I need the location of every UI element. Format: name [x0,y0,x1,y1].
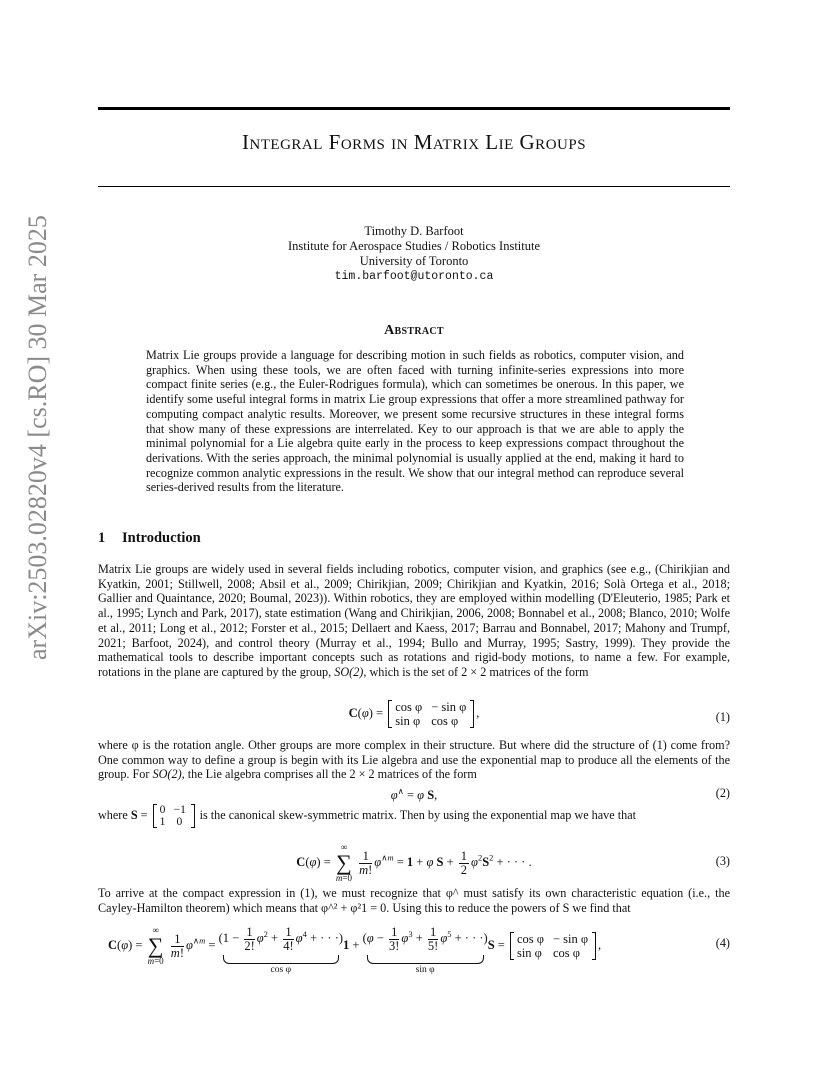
equation-1: C(φ) = cos φ − sin φ sin φ cos φ , [348,700,480,728]
equation-4: C(φ) = ∞ ∑ m=0 $\frac{1}{m!}$ $\varphi^{\wedge m} = (1$ − $\frac{1}{2!}$ $\varphi^2$ + $\frac{1}{4!}$ $\varphi^4$ + · · ·) cos φ 1 + (φ − $\frac{1}{3!}$ $\varphi^3$ + $\frac{1}{5!}$ $\varphi^5$ + · · ·) sin φ S = cos φ − sin φ sin φ cos φ , [108,925,602,975]
equation-number-2: (2) [715,786,730,800]
equation-number-1: (1) [715,710,730,724]
equation-number-4: (4) [715,936,730,950]
section-number: 1 [98,530,106,546]
skew-matrix: 0 −1 1 0 [153,804,195,828]
section-title: Introduction [122,530,201,546]
author-affiliation: Institute for Aerospace Studies / Robotics Institute [287,239,541,253]
abstract-heading: Abstract [384,323,444,338]
equation-3: C(φ) = ∞ ∑ m=0 $\frac{1}{m!}$ $\varphi^{\wedge m} = 1 + \varphi$ S + $\frac{1}{2}$ $\varphi^2S^2$ + · · · . [296,842,532,883]
skew-matrix-sentence: where S = 0 −1 1 0 is the canonical skew-symmetric matrix. Then by using the exponential map we have that [98,804,636,828]
title-rule-top [98,107,730,110]
abstract-text: Matrix Lie groups provide a language for describing motion in such fields as robotics, computer vision, and graphics. When using these tools, we are often faced with turning infinite-series expressions into more compact finite series (e.g., the Euler-Rodrigues formula), which can sometimes be onerous. In this paper, we identify some useful integral forms in matrix Lie group expressions that offer a more streamlined pathway for computing compact analytic results. Moreover, we present some recursive structures in these integral forms that show many of these expressions are interrelated. Key to our approach is that we are able to apply the minimal polynomial for a Lie algebra quite early in the process to keep expressions compact throughout the derivations. With the series approach, the minimal polynomial is usually applied at the end, making it hard to recognize common analytic expressions in the result. We show that our integral method can reproduce several series-derived results from the literature. [146,348,684,495]
group-name: SO(2) [152,767,182,782]
group-name: SO(2) [334,664,364,679]
intro-paragraph-2: where φ is the rotation angle. Other groups are more complex in their structure. But where did the structure of (1) come from? One common way to define a group is begin with its Lie algebra and use the exponential map to produce all the elements of the group. For SO(2), the Lie algebra comprises all the 2 × 2 matrices of the form [98,738,730,782]
rotation-matrix-result: cos φ − sin φ sin φ cos φ [510,932,596,960]
paragraph-text-end: , which is the set of 2 × 2 matrices of the form [363,664,589,679]
section-heading [98,530,201,547]
title-rule-bottom [98,186,730,187]
paragraph-text: Matrix Lie groups are widely used in several fields including robotics, computer vision, and graphics (see e.g., (Chirikjian and Kyatkin, 2001; Stillwell, 2008; Absil et al., 2009; Chirikjian, 2009; Chirikjian and Kyatkin, 2016; Solà Ortega et al., 2018; Gallier and Quaintance, 2020; Boumal, 2023)). Within robotics, they are employed within modelling (D'Eleuterio, 1985; Park et al., 1995; Lynch and Park, 2017), state estimation (Wang and Chirikjian, 2006, 2008; Bonnabel et al., 2008; Blanco, 2010; Wolfe et al., 2011; Long et al., 2012; Forster et al., 2015; Dellaert and Kaess, 2017; Barrau and Bonnabel, 2017; Mahony and Trumpf, 2021; Barfoot, 2024), and control theory (Murray et al., 1994; Bullo and Murray, 1995; Sastry, 1999). They provide the mathematical tools to describe important concepts such as rotations and rigid-body motions, to name a few. For example, rotations in the plane are captured by the group, [98,562,730,679]
equation-number-3: (3) [715,854,730,868]
author-block [98,224,730,284]
intro-paragraph-3: To arrive at the compact expression in (1), we must recognize that φ^ must satisfy its own characteristic equation (i.e., the Cayley-Hamilton theorem) which means that φ^² + φ²1 = 0. Using this to reduce the powers of S we find that [98,886,730,915]
intro-paragraph-1 [98,562,730,680]
author-university: University of Toronto [359,254,469,268]
equation-2: φ∧ = φ S, [390,786,438,803]
sin-series-underbrace: (φ − $\frac{1}{3!}$ $\varphi^3$ + $\frac{1}{5!}$ $\varphi^5$ + · · ·) sin φ [362,925,488,975]
cos-series-underbrace: (1 − $\frac{1}{2!}$ $\varphi^2$ + $\frac{1}{4!}$ $\varphi^4$ + · · ·) cos φ [218,925,344,975]
author-email[interactable]: tim.barfoot@utoronto.ca [334,270,494,283]
author-name: Timothy D. Barfoot [364,224,464,238]
rotation-matrix: cos φ − sin φ sin φ cos φ [388,700,474,728]
arxiv-stamp: arXiv:2503.02820v4 [cs.RO] 30 Mar 2025 [23,215,52,660]
paper-title: Integral Forms in Matrix Lie Groups [241,130,587,154]
